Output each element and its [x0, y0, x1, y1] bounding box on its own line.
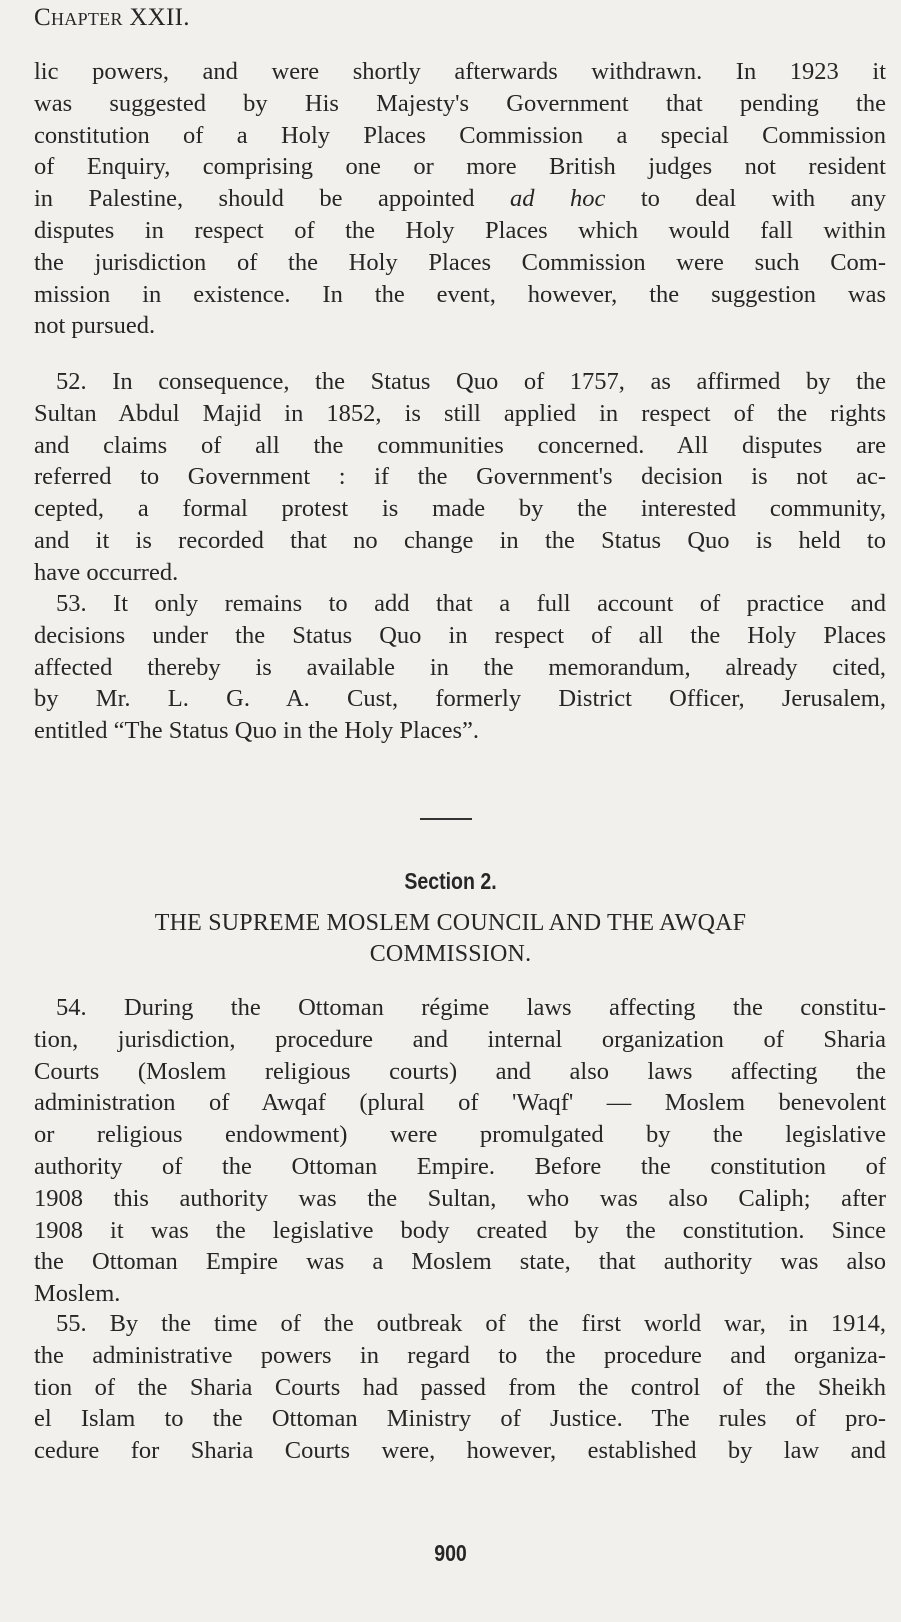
text-line: the administrative powers in regard to the procedure and organiza-: [34, 1341, 886, 1369]
text-line: Sultan Abdul Majid in 1852, is still applied in respect of the rights: [34, 399, 886, 427]
section-title: [0, 908, 901, 970]
paragraph-52: [34, 366, 886, 589]
section-divider: [420, 818, 472, 820]
text-line: 1908 it was the legislative body created by the constitution. Since: [34, 1216, 886, 1244]
text-line: have occurred.: [34, 558, 179, 586]
paragraph-continued: [34, 56, 886, 342]
text-line: disputes in respect of the Holy Places which would fall within: [34, 216, 886, 244]
text-line: cedure for Sharia Courts were, however, established by law and: [34, 1437, 886, 1465]
paragraph-55: [34, 1308, 886, 1467]
paragraph-53: [34, 588, 886, 747]
italic-term: ad hoc: [510, 185, 606, 213]
text-line: affected thereby is available in the memorandum, already cited,: [34, 653, 886, 681]
text-line: 53. It only remains to add that a full account of practice and: [56, 590, 886, 617]
text-line: by Mr. L. G. A. Cust, formerly District Officer, Jerusalem,: [34, 685, 886, 713]
text-line: and it is recorded that no change in the Status Quo is held to: [34, 526, 886, 554]
text-line: of Enquiry, comprising one or more British judges not resident: [34, 153, 886, 181]
text-line: constitution of a Holy Places Commission a special Commission: [34, 121, 886, 149]
running-header: Chapter XXII.: [34, 4, 190, 31]
text-line: not pursued.: [34, 312, 156, 340]
text-line: Moslem.: [34, 1280, 121, 1308]
text-line: administration of Awqaf (plural of 'Waqf' — Moslem benevolent: [34, 1089, 886, 1117]
text-line: entitled “The Status Quo in the Holy Places”.: [34, 717, 479, 745]
text-line: authority of the Ottoman Empire. Before the constitution of: [34, 1152, 886, 1180]
text-line: Courts (Moslem religious courts) and also laws affecting the: [34, 1057, 886, 1085]
section-label: Section 2.: [404, 868, 497, 894]
text-line: lic powers, and were shortly afterwards withdrawn. In 1923 it: [34, 58, 886, 85]
text-line: 54. During the Ottoman régime laws affecting the constitu-: [56, 994, 886, 1021]
text-line: tion of the Sharia Courts had passed from the control of the Sheikh: [34, 1373, 886, 1401]
text-line: and claims of all the communities concerned. All disputes are: [34, 431, 886, 459]
text-line: referred to Government : if the Government's decision is not ac-: [34, 463, 886, 491]
text-line: 1908 this authority was the Sultan, who was also Caliph; after: [34, 1184, 886, 1212]
text-line: cepted, a formal protest is made by the interested community,: [34, 495, 886, 523]
text-line: the jurisdiction of the Holy Places Commission were such Com-: [34, 248, 886, 276]
text-line: mission in existence. In the event, however, the suggestion was: [34, 280, 886, 308]
paragraph-54: [34, 992, 886, 1310]
section-title-line-1: THE SUPREME MOSLEM COUNCIL AND THE AWQAF: [154, 910, 747, 936]
text-line: or religious endowment) were promulgated by the legislative: [34, 1121, 886, 1149]
text-line: el Islam to the Ottoman Ministry of Justice. The rules of pro-: [34, 1405, 886, 1433]
text-line: tion, jurisdiction, procedure and internal organization of Sharia: [34, 1025, 886, 1053]
text-line: decisions under the Status Quo in respect of all the Holy Places: [34, 621, 886, 649]
section-title-line-2: COMMISSION.: [369, 941, 532, 967]
text-line: 52. In consequence, the Status Quo of 1757, as affirmed by the: [56, 368, 886, 395]
text-line: in Palestine, should be appointed ad hoc to deal with any: [34, 185, 887, 213]
text-line: 55. By the time of the outbreak of the first world war, in 1914,: [56, 1310, 886, 1337]
text-line: was suggested by His Majesty's Government that pending the: [34, 89, 886, 117]
page-number: 900: [434, 1540, 467, 1566]
text-line: the Ottoman Empire was a Moslem state, that authority was also: [34, 1248, 886, 1276]
